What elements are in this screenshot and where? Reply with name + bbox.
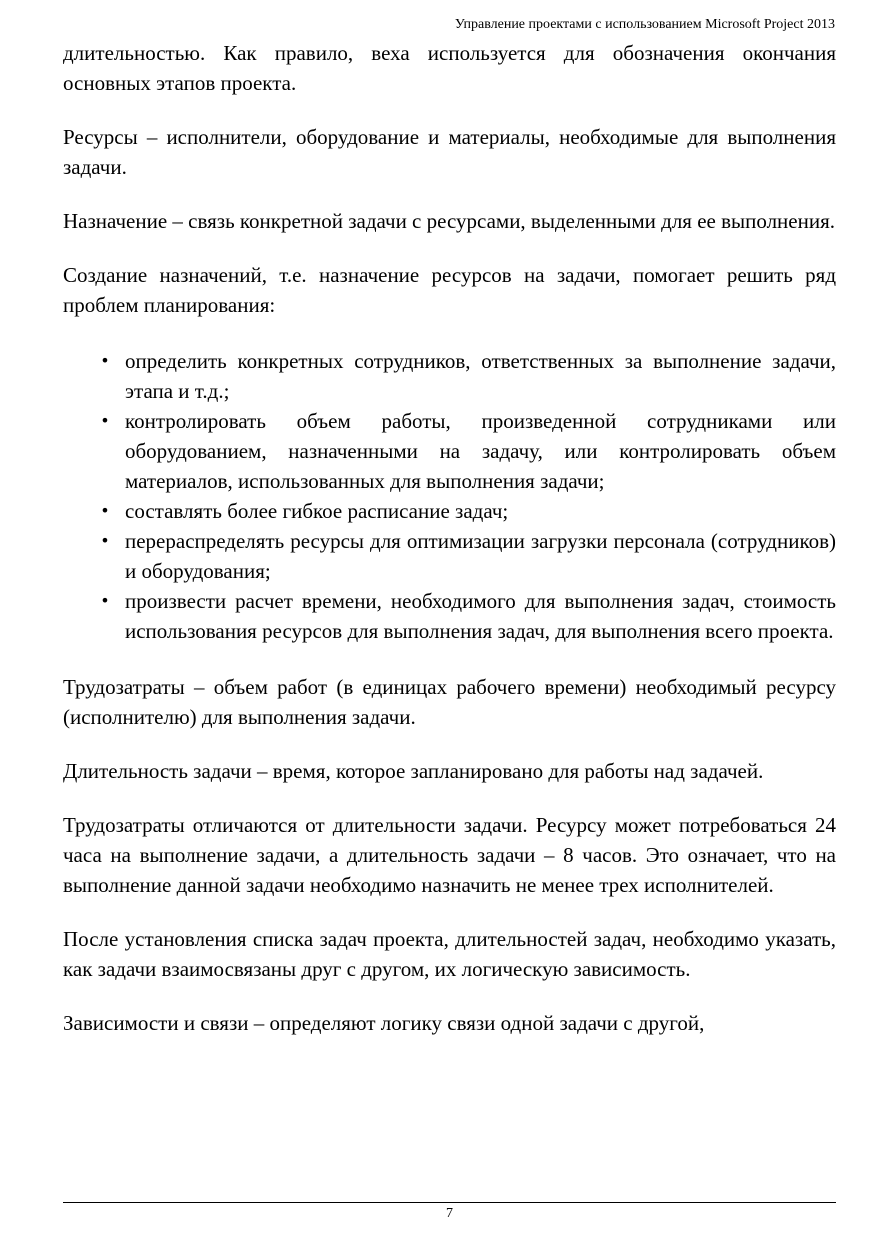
list-item — [100, 526, 836, 586]
bullet-list — [63, 346, 836, 646]
paragraph-task-dependencies-intro: После установления списка задач проекта, длительностей задач, необходимо указать, как задачи взаимосвязаны друг с другом, их логическую зависимость. — [63, 927, 836, 981]
list-item-text: определить конкретных сотрудников, ответственных за выполнение задачи, этапа и т.д.; — [125, 349, 836, 403]
bullet-icon: • — [100, 531, 110, 550]
paragraph-work-definition: Трудозатраты – объем работ (в единицах рабочего времени) необходимый ресурсу (исполнителю) для выполнения задачи. — [63, 675, 836, 729]
list-item-text: перераспределять ресурсы для оптимизации загрузки персонала (сотрудников) и оборудования; — [125, 529, 836, 583]
list-item-text: составлять более гибкое расписание задач; — [125, 499, 509, 523]
paragraph-dependencies-definition: Зависимости и связи – определяют логику связи одной задачи с другой, — [63, 1011, 705, 1035]
bullet-icon: • — [100, 591, 110, 610]
paragraph-assignment-intro: Создание назначений, т.е. назначение ресурсов на задачи, помогает решить ряд проблем планирования: — [63, 263, 836, 317]
list-item — [100, 406, 836, 496]
footer-divider — [63, 1202, 836, 1203]
paragraph-assignment-definition: Назначение – связь конкретной задачи с ресурсами, выделенными для ее выполнения. — [63, 209, 836, 233]
page-body — [63, 38, 836, 1038]
page-number: 7 — [446, 1206, 453, 1221]
list-item-text: контролировать объем работы, произведенной сотрудниками или оборудованием, назначенными на задачу, или контролировать объем материалов, использованных для выполнения задачи; — [125, 409, 836, 493]
bullet-icon: • — [100, 411, 110, 430]
list-item — [100, 496, 836, 526]
paragraph-duration-definition: Длительность задачи – время, которое запланировано для работы над задачей. — [63, 759, 764, 783]
bullet-icon: • — [100, 351, 110, 370]
list-item — [100, 586, 836, 646]
list-item — [100, 346, 836, 406]
running-header: Управление проектами с использованием Microsoft Project 2013 — [454, 17, 835, 32]
paragraph-milestone-continuation: длительностью. Как правило, веха используется для обозначения окончания основных этапов проекта. — [63, 41, 836, 95]
paragraph-resources-definition: Ресурсы – исполнители, оборудование и материалы, необходимые для выполнения задачи. — [63, 125, 836, 179]
bullet-icon: • — [100, 501, 110, 520]
paragraph-work-vs-duration: Трудозатраты отличаются от длительности задачи. Ресурсу может потребоваться 24 часа на выполнение задачи, а длительность задачи – 8 часов. Это означает, что на выполнение данной задачи необходимо назначить не менее трех исполнителей. — [63, 813, 836, 897]
list-item-text: произвести расчет времени, необходимого для выполнения задач, стоимость использования ресурсов для выполнения задач, для выполнения всего проекта. — [125, 589, 836, 643]
